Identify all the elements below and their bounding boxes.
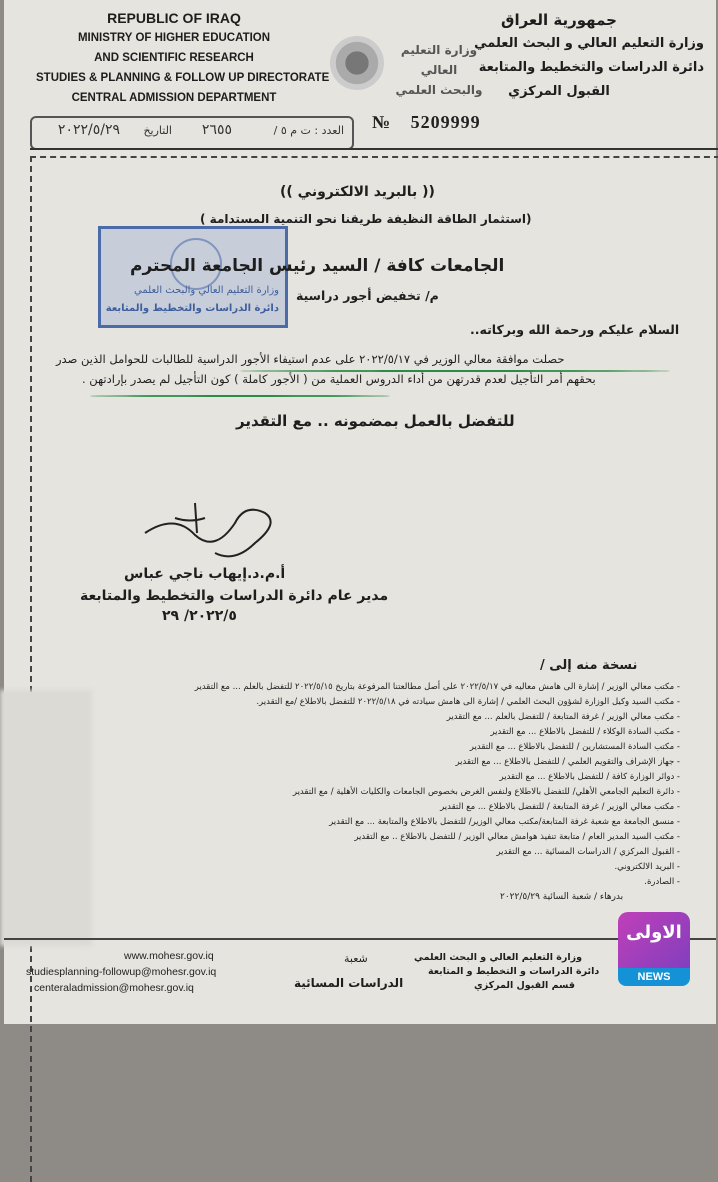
addressee: الجامعات كافة / السيد رئيس الجامعة المحترم [130, 256, 505, 276]
footer-email-2: centeraladmission@mohesr.gov.iq [34, 982, 194, 994]
body-line-1: حصلت موافقة معالي الوزير في ٢٠٢٢/٥/١٧ على عدم استيفاء الأجور الدراسية للطالبات للحوامل الذين صدر [56, 352, 565, 366]
copy-item: - البريد الالكتروني. [614, 862, 680, 872]
date-label: التاريخ [143, 124, 172, 137]
body-line-2: بحقهم أمر التأجيل لعدم قدرتهن من أداء الدروس العملية من ( الأجور كاملة ) كون التأجيل لم يصدر بإرادتهن . [82, 372, 596, 386]
footer-center-bottom: الدراسات المسائية [294, 976, 404, 990]
en-line-ministry: MINISTRY OF HIGHER EDUCATION [77, 32, 271, 44]
badge-logo: الاولى [626, 922, 682, 943]
signer-title: مدير عام دائرة الدراسات والتخطيط والمتابعة [80, 588, 389, 604]
blurred-region [0, 690, 92, 946]
copies-list [90, 680, 680, 890]
header-divider [30, 4, 718, 150]
closing-line: للتفضل بالعمل بمضمونه .. مع التقدير [236, 412, 515, 430]
subject: م/ تخفيض أجور دراسية [296, 288, 439, 303]
copy-item: - مكتب السيد وكيل الوزارة لشؤون البحث العلمي / إشارة الى هامش سيادته في ٢٠٢٢/٥/١٨ للتفضل بالاطلاع /مع التقدير. [256, 697, 680, 707]
badge-news-label: NEWS [618, 968, 690, 986]
copy-item: - القبول المركزي / الدراسات المسائية ... مع التقدير [496, 847, 680, 857]
ar-line-country: جمهورية العراق [501, 11, 617, 29]
en-line-directorate: STUDIES & PLANNING & FOLLOW UP DIRECTORATE [36, 72, 330, 84]
copy-item: - مكتب معالي الوزير / غرفة المتابعة / للتفضل بالعلم ... مع التقدير [446, 712, 680, 722]
footer-center-top: شعبة [344, 952, 368, 965]
sign-date: ٢٠٢٢/٥/ ٢٩ [162, 608, 237, 624]
copy-item: - مكتب معالي الوزير / غرفة المتابعة / للتفضل بالاطلاع ... مع التقدير [440, 802, 680, 812]
en-line-department: CENTRAL ADMISSION DEPARTMENT [71, 92, 277, 104]
footer-email-1: studiesplanning-followup@mohesr.gov.iq [26, 966, 217, 978]
en-line-country: REPUBLIC OF IRAQ [107, 10, 241, 26]
greeting: السلام عليكم ورحمة الله وبركاته.. [470, 322, 680, 337]
number-value: ٢٦٥٥ [201, 122, 232, 138]
stamp-line1: وزارة التعليم العالي والبحث العلمي [134, 285, 279, 296]
motto: (استثمار الطاقة النظيفة طريقنا نحو التنمية المستدامة ) [200, 212, 532, 226]
highlight-underline-1 [240, 370, 670, 372]
signer-name: أ.م.د.إيهاب ناجي عباس [124, 566, 286, 582]
copy-item: - مكتب السادة المستشارين / للتفضل بالاطلاع ... مع التقدير [469, 742, 680, 752]
logo-text-line1: وزارة التعليم العالي [400, 43, 478, 77]
copy-item: - منسق الجامعة مع شعبة غرفة المتابعة/مكتب معالي الوزير/ للتفضل بالاطلاع والمتابعة ... مع التقدير [329, 817, 680, 827]
stamp-line2: دائرة الدراسات والتخطيط والمتابعة [105, 303, 279, 314]
serial-symbol: № [372, 112, 392, 132]
copy-item: - الصادرة. [644, 877, 680, 887]
ar-line-directorate: دائرة الدراسات والتخطيط والمتابعة [478, 60, 704, 75]
copy-item: - مكتب معالي الوزير / إشارة الى هامش معاليه في ٢٠٢٢/٥/١٧ على أصل مطالعتنا المرفوعة بتاريخ ٢٠٢٢/٥/١٥ للتفضل بالعلم ... مع التقدير [194, 682, 680, 692]
footer-ar-line-1: وزارة التعليم العالي و البحث العلمي [414, 952, 582, 963]
footer-ar-line-3: قسم القبول المركزي [474, 980, 575, 991]
copies-title: نسخة منه إلى / [540, 658, 638, 673]
number-label: العدد : ت م ٥ / [273, 124, 344, 137]
handwritten-signature [135, 493, 295, 573]
copy-item: - دائرة التعليم الجامعي الأهلي/ للتفضل بالاطلاع ولنفس الغرض بخصوص الجامعات والكليات الأهلية / مع التقدير [292, 787, 680, 797]
ar-line-ministry: وزارة التعليم العالي و البحث العلمي [474, 36, 704, 51]
ar-line-department: القبول المركزي [508, 84, 610, 99]
en-line-research: AND SCIENTIFIC RESEARCH [94, 52, 254, 64]
copy-item: - مكتب السادة الوكلاء / للتفضل بالاطلاع ... مع التقدير [490, 727, 680, 737]
news-watermark-badge [618, 912, 690, 984]
copy-item: - مكتب السيد المدير العام / متابعة تنفيذ هوامش معالي الوزير / للتفضل بالاطلاع .. مع التقدير [354, 832, 680, 842]
copies-footnote: بدرهاء / شعبة السائية ٢٠٢٢/٥/٢٩ [500, 892, 624, 902]
by-email-title: (( بالبريد الالكتروني )) [280, 184, 435, 200]
footer-website: www.mohesr.gov.iq [124, 950, 214, 962]
date-value: ٢٠٢٢/٥/٢٩ [57, 122, 120, 138]
serial-value: 5209999 [410, 112, 481, 132]
copy-item: - دوائر الوزارة كافة / للتفضل بالاطلاع ... مع التقدير [499, 772, 680, 782]
footer [4, 938, 716, 1026]
copy-item: - جهاز الإشراف والتقويم العلمي / للتفضل بالاطلاع ... مع التقدير [455, 757, 680, 767]
logo-text-line2: والبحث العلمي [395, 83, 483, 97]
highlight-underline-2 [90, 395, 390, 397]
footer-ar-line-2: دائرة الدراسات و التخطيط و المتابعة [428, 966, 600, 977]
